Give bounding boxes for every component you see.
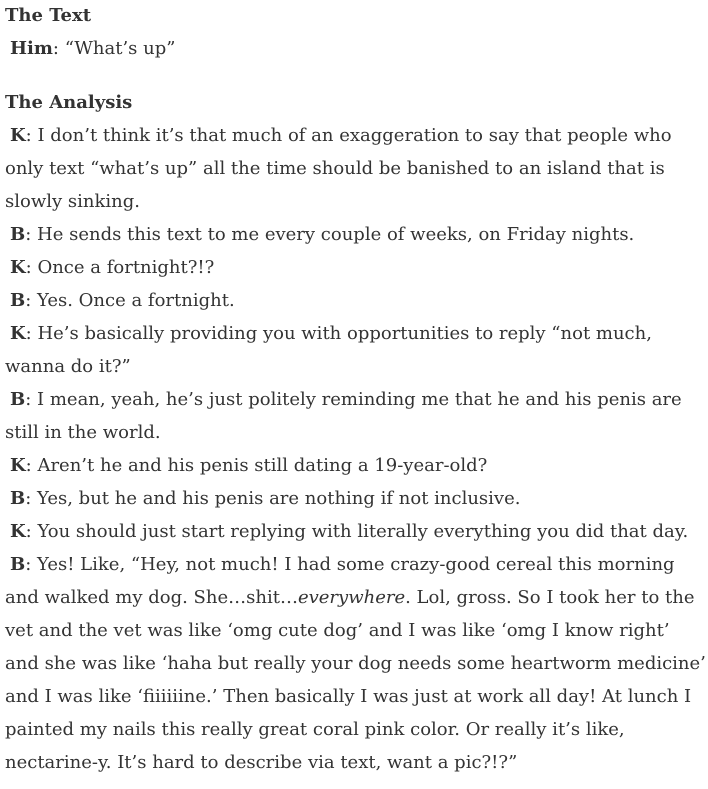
dialogue-text — [5, 554, 706, 773]
speaker-label: B — [10, 224, 26, 245]
dialogue-text: He sends this text to me every couple of weeks, on Friday nights. — [37, 224, 635, 245]
dialogue-text: “What’s up” — [64, 38, 176, 59]
dialogue-line: Him: “What’s up” — [5, 32, 708, 65]
dialogue-text-end: . Lol, gross. So I took her to the vet and the vet was like ‘omg cute dog’ and I was like ‘omg I know right’ and she was like ‘haha but really your dog needs some heartworm medicine’ and I was like ‘fiiiiiine.’ Then basically I was just at work all day! At lunch I painted my nails this really great coral pink color. Or really it’s like, nectarine-y. It’s hard to describe via text, want a pic?!?” — [5, 587, 706, 773]
dialogue-text: He’s basically providing you with opportunities to reply “not much, wanna do it?” — [5, 323, 652, 377]
dialogue-line: K: Once a fortnight?!? — [5, 251, 708, 284]
speaker-label: B — [10, 389, 26, 410]
dialogue-text: Yes. Once a fortnight. — [37, 290, 235, 311]
dialogue-line: B: Yes. Once a fortnight. — [5, 284, 708, 317]
dialogue-text: I mean, yeah, he’s just politely reminding me that he and his penis are still in the world. — [5, 389, 682, 443]
dialogue-line: B: He sends this text to me every couple of weeks, on Friday nights. — [5, 218, 708, 251]
speaker-label: K — [10, 125, 26, 146]
speaker-label: K — [10, 521, 26, 542]
emphasized-word: everywhere — [297, 587, 406, 608]
dialogue-line: B: Yes! Like, “Hey, not much! I had some crazy-good cereal this morning and walked my dog. She…shit…everywhere. Lol, gross. So I took her to the vet and the vet was like ‘omg cute dog’ and I was like ‘omg I know right’ and she was like ‘haha but really your dog needs some heartworm medicine’ and I was like ‘fiiiiiine.’ Then basically I was just at work all day! At lunch I painted my nails this really great coral pink color. Or really it’s like, nectarine-y. It’s hard to describe via text, want a pic?!?” — [5, 554, 706, 773]
speaker-label: Him — [10, 38, 53, 59]
dialogue-line: K: He’s basically providing you with opportunities to reply “not much, wanna do it?” — [5, 323, 652, 377]
dialogue-line: B: I mean, yeah, he’s just politely reminding me that he and his penis are still in the world. — [5, 389, 682, 443]
speaker-label: B — [10, 554, 26, 575]
speaker-label: K — [10, 455, 26, 476]
section-heading-text: The Text — [5, 5, 92, 26]
dialogue-line: B: Yes, but he and his penis are nothing if not inclusive. — [5, 482, 708, 515]
dialogue-line: K: Aren’t he and his penis still dating a 19-year-old? — [5, 449, 708, 482]
dialogue-text: Once a fortnight?!? — [37, 257, 215, 278]
speaker-label: B — [10, 488, 26, 509]
dialogue-text: I don’t think it’s that much of an exaggeration to say that people who only text “what’s up” all the time should be banished to an island that is slowly sinking. — [5, 125, 672, 212]
dialogue-text: You should just start replying with literally everything you did that day. — [37, 521, 689, 542]
dialogue-line: K: You should just start replying with literally everything you did that day. — [5, 515, 708, 548]
dialogue-line: K: I don’t think it’s that much of an exaggeration to say that people who only text “what’s up” all the time should be banished to an island that is slowly sinking. — [5, 125, 672, 212]
analysis-section — [5, 91, 708, 779]
dialogue-text: Aren’t he and his penis still dating a 19-year-old? — [37, 455, 488, 476]
dialogue-text: Yes, but he and his penis are nothing if not inclusive. — [37, 488, 521, 509]
section-heading-analysis: The Analysis — [5, 92, 133, 113]
speaker-label: K — [10, 323, 26, 344]
speaker-label: B — [10, 290, 26, 311]
dialogue-text-start: Yes! Like, “Hey, not much! I had some crazy-good cereal this morning and walked my dog. She…shit… — [5, 554, 675, 608]
text-section — [5, 4, 708, 65]
speaker-label: K — [10, 257, 26, 278]
